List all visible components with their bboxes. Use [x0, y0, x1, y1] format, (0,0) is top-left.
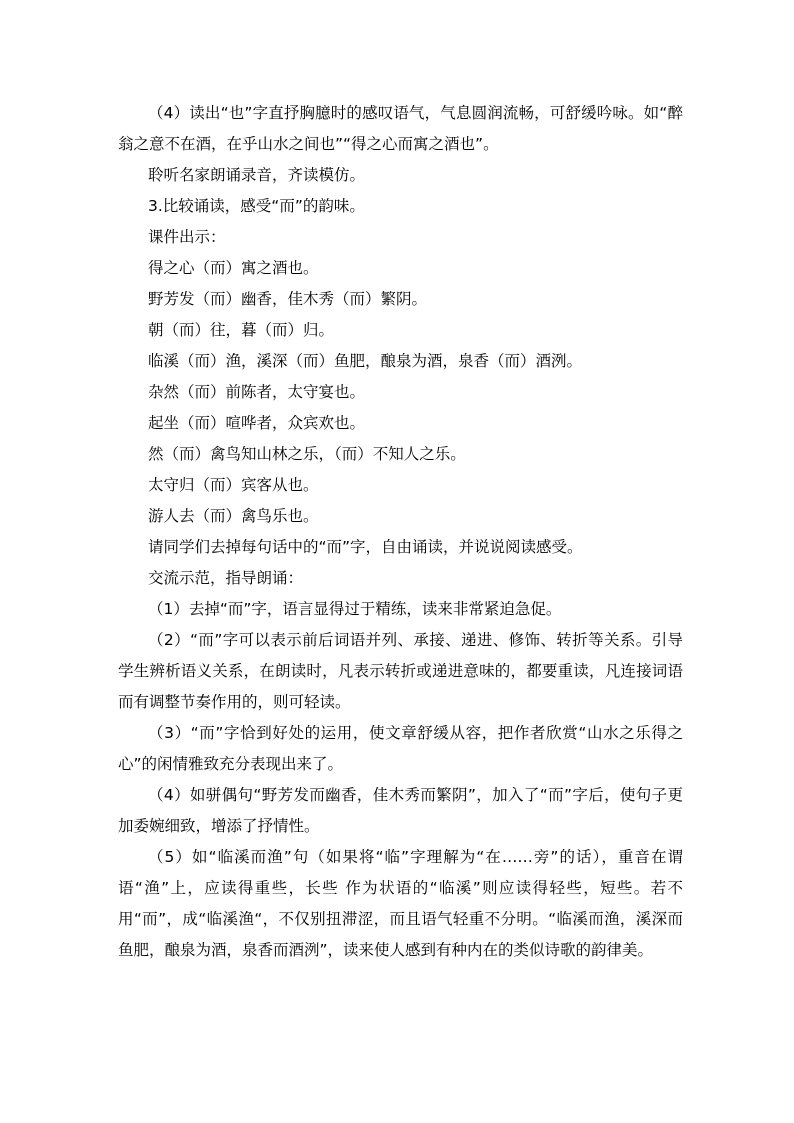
- paragraph-section-3-heading: 3.比较诵读，感受“而”的韵味。: [148, 197, 365, 215]
- example-sentence: 朝（而）往，暮（而）归。: [148, 321, 335, 339]
- example-sentence: 杂然（而）前陈者，太守宴也。: [148, 383, 366, 401]
- paragraph-point-1: （1）去掉“而”字，语言显得过于精练，读来非常紧迫急促。: [148, 600, 562, 618]
- paragraph-demonstration-heading: 交流示范，指导朗诵：: [148, 569, 304, 587]
- paragraph-courseware-label: 课件出示：: [148, 228, 226, 246]
- example-sentence: 游人去（而）禽鸟乐也。: [148, 507, 319, 525]
- example-sentence: 起坐（而）喧哗者，众宾欢也。: [148, 414, 366, 432]
- paragraph-ye-reading-tip: （4）读出“也”字直抒胸臆时的感叹语气，气息圆润流畅，可舒缓吟咏。如“醉翁之意不在酒，在乎山水之间也”“得之心而寓之酒也”。: [118, 104, 683, 153]
- paragraph-point-4: （4）如骈偶句“野芳发而幽香，佳木秀而繁阴”，加入了“而”字后，使句子更加委婉细致，增添了抒情性。: [118, 786, 683, 835]
- paragraph-point-3: （3）“而”字恰到好处的运用，使文章舒缓从容，把作者欣赏“山水之乐得之心”的闲情雅致充分表现出来了。: [118, 724, 683, 773]
- example-sentence: 临溪（而）渔，溪深（而）鱼肥，酿泉为酒，泉香（而）酒洌。: [148, 352, 583, 370]
- document-body: [118, 98, 683, 966]
- paragraph-point-5: （5）如“临溪而渔”句（如果将“临”字理解为“在……旁”的话），重音在谓语“渔”上，应读得重些，长些 作为状语的“临溪”则应读得轻些，短些。若不用“而”，成“临溪渔“，不仅别扭滞涩，而且语气轻重不分明。“临溪而渔，溪深而鱼肥，酿泉为酒，泉香而酒洌”，读来使人感到有种内在的类似诗歌的韵律美。: [118, 848, 683, 959]
- example-sentence: 然（而）禽鸟知山林之乐，（而）不知人之乐。: [148, 445, 466, 463]
- paragraph-point-2: （2）“而”字可以表示前后词语并列、承接、递进、修饰、转折等关系。引导学生辨析语义关系，在朗读时，凡表示转折或递进意味的，都要重读，凡连接词语而有调整节奏作用的，则可轻读。: [118, 631, 683, 711]
- paragraph-listen-recording: 聆听名家朗诵录音，齐读模仿。: [148, 166, 366, 184]
- paragraph-instruction: 请同学们去掉每句话中的“而”字，自由诵读，并说说阅读感受。: [148, 538, 583, 556]
- example-sentence: 太守归（而）宾客从也。: [148, 476, 319, 494]
- example-sentence: 野芳发（而）幽香，佳木秀（而）繁阴。: [148, 290, 428, 308]
- example-sentence: 得之心（而）寓之酒也。: [148, 259, 319, 277]
